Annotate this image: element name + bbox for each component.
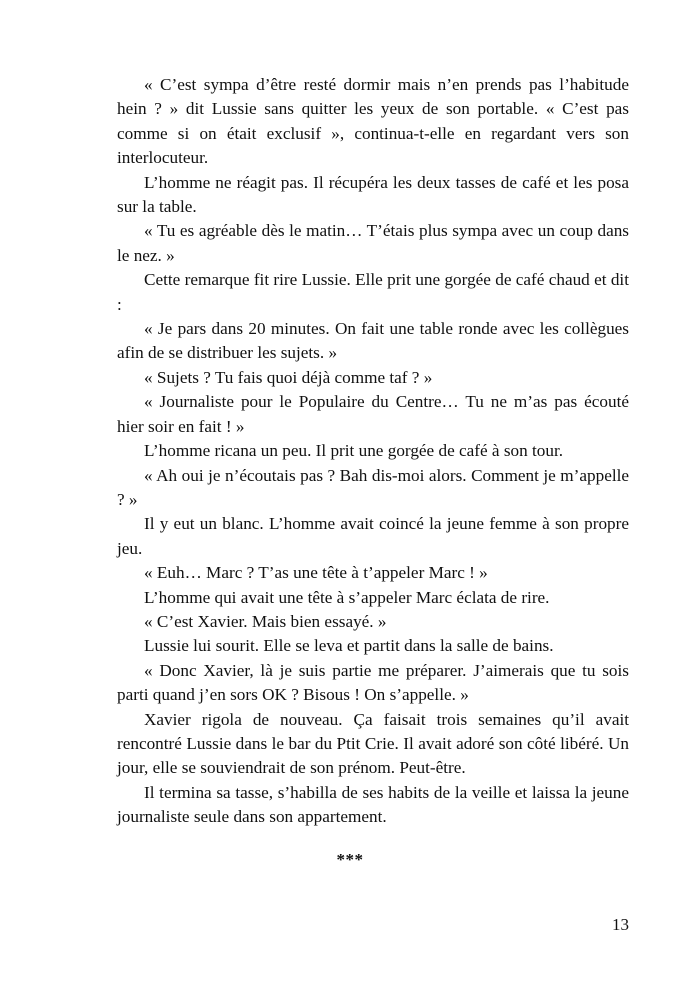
- paragraph: « C’est Xavier. Mais bien essayé. »: [144, 611, 387, 631]
- paragraph: Il termina sa tasse, s’habilla de ses habits de la veille et laissa la jeune journaliste seule dans son appartement.: [117, 782, 629, 827]
- paragraph: « Donc Xavier, là je suis partie me préparer. J’aimerais que tu sois parti quand j’en sors OK ? Bisous ! On s’appelle. »: [117, 660, 629, 705]
- paragraph: « Sujets ? Tu fais quoi déjà comme taf ? »: [144, 367, 433, 387]
- paragraph: L’homme ne réagit pas. Il récupéra les deux tasses de café et les posa sur la table.: [117, 172, 629, 217]
- section-separator: ***: [336, 850, 364, 869]
- paragraph: Lussie lui sourit. Elle se leva et partit dans la salle de bains.: [144, 636, 554, 656]
- body-text: [117, 73, 629, 830]
- paragraph: « Ah oui je n’écoutais pas ? Bah dis-moi alors. Comment je m’appelle ? »: [117, 465, 629, 509]
- paragraph: Xavier rigola de nouveau. Ça faisait trois semaines qu’il avait rencontré Lussie dans le bar du Ptit Crie. Il avait adoré son côté libéré. Un jour, elle se souviendrait de son prénom. Peut-être.: [117, 709, 629, 778]
- paragraph: Il y eut un blanc. L’homme avait coincé la jeune femme à son propre jeu.: [117, 514, 629, 558]
- paragraph: Cette remarque fit rire Lussie. Elle prit une gorgée de café chaud et dit :: [117, 270, 629, 314]
- paragraph: « Tu es agréable dès le matin… T’étais plus sympa avec un coup dans le nez. »: [117, 221, 629, 265]
- paragraph: « Journaliste pour le Populaire du Centre… Tu ne m’as pas écouté hier soir en fait ! »: [117, 392, 629, 436]
- paragraph: L’homme qui avait une tête à s’appeler Marc éclata de rire.: [144, 587, 550, 607]
- page-number: 13: [612, 915, 629, 934]
- paragraph: « C’est sympa d’être resté dormir mais n’en prends pas l’habitude hein ? » dit Lussie sans quitter les yeux de son portable. « C’est pas comme si on était exclusif », continua-t-elle en regardant vers son interlocuteur.: [117, 75, 629, 168]
- paragraph: « Euh… Marc ? T’as une tête à t’appeler Marc ! »: [144, 563, 488, 583]
- paragraph: « Je pars dans 20 minutes. On fait une table ronde avec les collègues afin de se distribuer les sujets. »: [117, 319, 629, 363]
- paragraph: L’homme ricana un peu. Il prit une gorgée de café à son tour.: [144, 441, 564, 461]
